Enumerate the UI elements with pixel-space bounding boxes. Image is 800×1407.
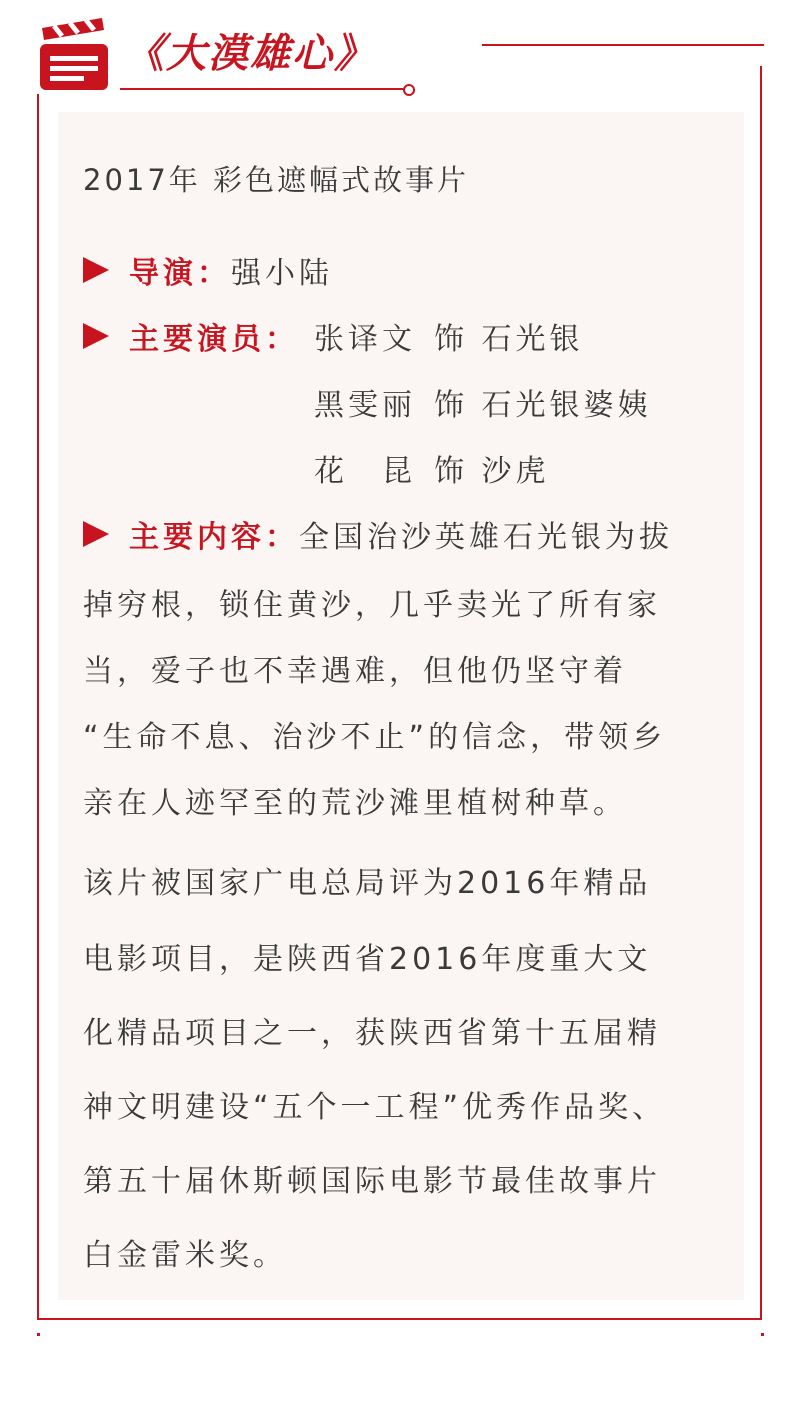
cast-row [83,314,299,358]
frame-right-line [760,66,762,1320]
synopsis-line: 亲在人迹罕至的荒沙滩里植树种草。 [83,786,627,821]
cast-actor: 黑雯丽 [314,388,416,423]
awards-line: 第五十届休斯顿国际电影节最佳故事片 [83,1164,661,1199]
film-meta: 2017年 彩色遮幅式故事片 [83,163,470,197]
awards-line: 化精品项目之一，获陕西省第十五届精 [83,1016,661,1051]
cast-role: 饰 石光银 [434,322,584,357]
triangle-right-icon [83,323,109,349]
director-value: 强小陆 [231,256,333,291]
page-title: 《大漠雄心》 [124,31,376,77]
frame-left-line [37,94,39,1320]
synopsis-line: 掉穷根，锁住黄沙，几乎卖光了所有家 [83,588,661,623]
awards-line: 电影项目，是陕西省2016年度重大文 [83,942,652,977]
cast-actor: 花 昆 [314,454,416,489]
frame-top-right-line [482,44,764,46]
triangle-right-icon [83,521,109,547]
frame-dot [403,84,415,96]
cast-label: 主要演员： [129,322,299,357]
director-row [83,248,333,292]
synopsis-row [83,512,673,556]
clapperboard-icon [36,14,112,94]
frame-top-line [120,88,404,90]
synopsis-line: 当，爱子也不幸遇难，但他仍坚守着 [83,654,627,689]
cast-member [314,446,550,490]
cast-role: 饰 沙虎 [434,454,550,489]
triangle-right-icon [83,257,109,283]
awards-line: 白金雷米奖。 [83,1238,287,1273]
frame-bottom-line [37,1318,762,1320]
director-label: 导演： [129,256,231,291]
cast-role: 饰 石光银婆姨 [434,388,652,423]
cast-actor: 张译文 [314,322,416,357]
synopsis-line: “生命不息、治沙不止”的信念，带领乡 [83,720,667,755]
frame-tick [761,1333,764,1336]
awards-line: 该片被国家广电总局评为2016年精品 [83,866,652,901]
frame-tick [37,1333,40,1336]
awards-line: 神文明建设“五个一工程”优秀作品奖、 [83,1090,667,1125]
cast-member [314,314,584,358]
synopsis-line: 全国治沙英雄石光银为拔 [299,520,673,555]
cast-member [314,380,652,424]
synopsis-label: 主要内容： [129,520,299,555]
